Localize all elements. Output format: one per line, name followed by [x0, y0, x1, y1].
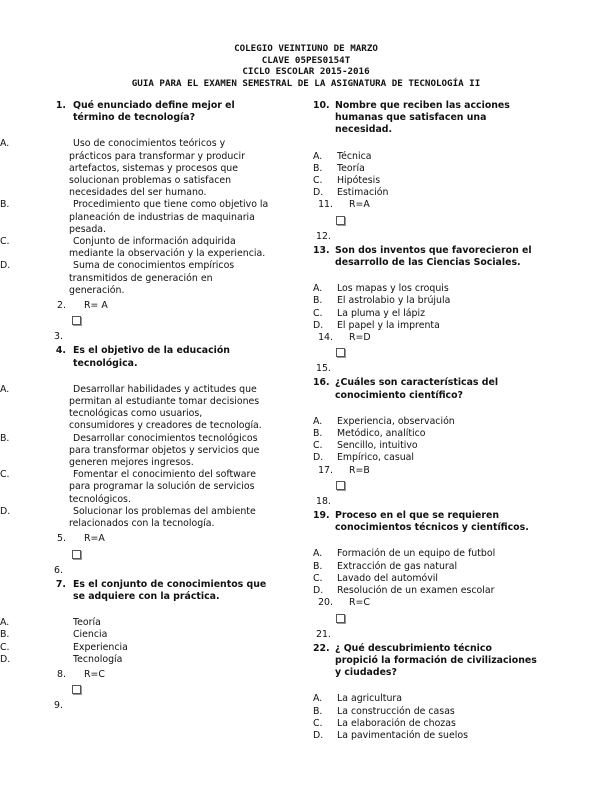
answer-checkbox[interactable] [72, 685, 81, 694]
option-d [0, 654, 270, 666]
option-b [0, 433, 270, 470]
option-text: Formación de un equipo de futbol [337, 548, 496, 560]
option-text: El astrolabio y la brújula [337, 295, 451, 307]
question-4 [48, 345, 270, 369]
question-16 [313, 377, 538, 401]
answer-number: 8. [57, 668, 66, 680]
option-text: La pluma y el lápiz [337, 307, 426, 319]
answer-checkbox[interactable] [336, 348, 345, 357]
answer-text: R=A [84, 533, 105, 545]
option-text: Teoría [337, 162, 365, 174]
item-number: 12. [316, 230, 331, 242]
answer-line [48, 669, 270, 681]
question-text: Son dos inventos que favorecieron el desarrollo de las Ciencias Sociales. [335, 244, 532, 269]
item-number: 15. [316, 363, 331, 375]
question-text: Es el objetivo de la educación tecnológica. [73, 345, 230, 369]
question-number: 10. [313, 100, 330, 111]
option-b [313, 295, 538, 307]
option-d [313, 730, 538, 742]
school-year: CICLO ESCOLAR 2015-2016 [242, 66, 370, 78]
question-1 [48, 100, 270, 124]
option-text: Hipótesis [337, 175, 381, 187]
answer-line [313, 597, 538, 609]
option-d [313, 187, 538, 199]
option-letter: B. [313, 560, 323, 572]
option-c [313, 308, 538, 320]
answer-text: R=B [349, 464, 370, 476]
option-a [313, 283, 538, 295]
option-text: La agricultura [337, 693, 403, 705]
option-text: Conjunto de información adquirida mediante la observación y la experiencia. [69, 236, 266, 260]
option-letter: B. [313, 428, 323, 440]
option-text: Empírico, casual [337, 452, 414, 464]
option-c [313, 175, 538, 187]
option-letter: C. [313, 307, 323, 319]
option-letter: B. [313, 295, 323, 307]
option-a [313, 416, 538, 428]
option-text: Desarrollar habilidades y actitudes que permitan al estudiante tomar decisiones tecnológicas como usuarios, consumidores y creadores de tecnología. [69, 383, 262, 432]
question-number: 4. [55, 345, 66, 357]
option-text: Experiencia [73, 641, 128, 653]
left-column [0, 100, 270, 714]
item-number: 9. [54, 700, 63, 712]
question-7 [48, 579, 270, 603]
option-b [313, 706, 538, 718]
question-number: 13. [313, 244, 330, 256]
option-letter: A. [0, 138, 10, 150]
option-text: Estimación [337, 187, 389, 199]
option-letter: A. [313, 693, 323, 705]
school-name: COLEGIO VEINTIUNO DE MARZO [234, 43, 378, 54]
answer-text: R=D [349, 332, 371, 344]
item-number: 3. [54, 331, 63, 343]
option-a [0, 138, 270, 199]
answer-checkbox[interactable] [336, 614, 345, 623]
option-b [0, 629, 270, 641]
answer-number: 14. [318, 332, 333, 344]
option-b [313, 163, 538, 175]
answer-number: 17. [318, 464, 333, 476]
option-text: Desarrollar conocimientos tecnológicos para transformar objetos y servicios que generen mejores ingresos. [69, 432, 260, 469]
option-letter: C. [313, 440, 323, 452]
answer-text: R=A [349, 199, 370, 211]
option-letter: C. [0, 236, 10, 248]
document-header [40, 43, 572, 89]
option-d [0, 506, 270, 530]
option-c [313, 718, 538, 730]
answer-checkbox[interactable] [72, 316, 81, 325]
option-text: Procedimiento que tiene como objetivo la planeación de industrias de maquinaria pesada. [69, 199, 269, 235]
answer-number: 11. [318, 199, 333, 211]
answer-text: R=C [84, 668, 105, 680]
option-a [0, 617, 270, 629]
option-text: Suma de conocimientos empíricos transmitidos de generación en generación. [69, 260, 235, 296]
answer-checkbox[interactable] [72, 550, 81, 559]
answer-number: 2. [57, 300, 66, 312]
option-letter: C. [313, 175, 323, 187]
option-letter: A. [313, 150, 323, 162]
option-d [0, 260, 270, 297]
option-letter: D. [313, 187, 324, 199]
option-letter: A. [0, 383, 10, 395]
question-text: ¿Cuáles son características del conocimiento científico? [335, 377, 499, 401]
school-code: CLAVE 05PES0154T [261, 54, 351, 66]
option-a [313, 151, 538, 163]
option-text: Fomentar el conocimiento del software para programar la solución de servicios tecnológicos. [69, 469, 256, 505]
answer-text: R=C [349, 597, 370, 609]
option-letter: C. [0, 641, 10, 653]
option-c [313, 440, 538, 452]
question-number: 22. [313, 642, 330, 654]
option-text: La construcción de casas [337, 705, 455, 717]
option-c [0, 469, 270, 506]
question-text: Proceso en el que se requieren conocimientos técnicos y científicos. [335, 510, 529, 534]
option-b [313, 428, 538, 440]
option-b [313, 561, 538, 573]
option-text: Sencillo, intuitivo [337, 440, 418, 452]
option-text: Metódico, analítico [337, 428, 426, 440]
answer-checkbox[interactable] [336, 481, 345, 490]
option-letter: D. [313, 585, 324, 597]
option-d [313, 585, 538, 597]
option-letter: B. [0, 629, 10, 641]
answer-number: 5. [57, 533, 66, 545]
option-text: La elaboración de chozas [337, 717, 456, 729]
option-letter: A. [313, 548, 323, 560]
question-number: 7. [55, 578, 66, 590]
option-letter: A. [313, 415, 323, 427]
option-letter: C. [313, 572, 323, 584]
guide-title: GUIA PARA EL EXAMEN SEMESTRAL DE LA ASIGNATURA DE TECNOLOGÍA II [131, 77, 481, 89]
option-text: Extracción de gas natural [337, 560, 458, 572]
option-letter: B. [0, 199, 10, 211]
option-letter: D. [313, 729, 324, 741]
question-text: Qué enunciado define mejor el término de tecnología? [73, 100, 235, 124]
option-d [313, 452, 538, 464]
option-letter: D. [0, 505, 11, 517]
question-13 [313, 245, 538, 269]
answer-line [48, 300, 270, 312]
item-number: 6. [54, 564, 63, 576]
item-number: 21. [316, 628, 331, 640]
option-text: El papel y la imprenta [337, 319, 440, 331]
question-text: ¿ Qué descubrimiento técnico propició la formación de civilizaciones y ciudades? [335, 642, 537, 679]
option-letter: B. [313, 705, 323, 717]
option-text: Solucionar los problemas del ambiente relacionados con la tecnología. [69, 505, 256, 530]
item-number: 18. [316, 495, 331, 507]
option-text: La pavimentación de suelos [337, 729, 468, 741]
option-text: Resolución de un examen escolar [337, 585, 495, 597]
answer-line [313, 199, 538, 211]
answer-line [48, 533, 270, 545]
option-c [0, 642, 270, 654]
option-d [313, 320, 538, 332]
question-number: 16. [313, 377, 330, 389]
option-text: Lavado del automóvil [337, 572, 438, 584]
question-number: 19. [313, 510, 330, 522]
option-a [313, 548, 538, 560]
option-a [0, 384, 270, 433]
option-letter: A. [0, 617, 10, 629]
option-c [0, 236, 270, 260]
option-letter: D. [313, 319, 324, 331]
option-text: Teoría [73, 617, 101, 629]
question-number: 1. [55, 100, 66, 111]
answer-text: R= A [84, 300, 108, 312]
option-letter: D. [313, 452, 324, 464]
option-text: Uso de conocimientos teóricos y prácticos para transformar y producir artefactos, sistemas y procesos que solucionan problemas o satisfacen necesidades del ser humano. [69, 138, 245, 199]
option-letter: D. [0, 260, 11, 272]
option-c [313, 573, 538, 585]
option-letter: B. [0, 432, 10, 444]
right-column [313, 100, 538, 742]
question-19 [313, 510, 538, 534]
answer-number: 20. [318, 597, 333, 609]
option-a [313, 693, 538, 705]
option-text: Técnica [337, 150, 372, 162]
option-letter: A. [313, 283, 323, 295]
option-text: Experiencia, observación [337, 415, 455, 427]
option-letter: C. [313, 717, 323, 729]
answer-line [313, 465, 538, 477]
question-text: Es el conjunto de conocimientos que se adquiere con la práctica. [73, 578, 267, 602]
option-letter: D. [0, 653, 11, 665]
question-10 [313, 100, 538, 137]
question-22 [313, 643, 538, 680]
option-b [0, 199, 270, 236]
answer-checkbox[interactable] [336, 216, 345, 225]
option-letter: C. [0, 469, 10, 481]
option-letter: B. [313, 162, 323, 174]
question-text: Nombre que reciben las acciones humanas que satisfacen una necesidad. [335, 100, 510, 136]
option-text: Ciencia [73, 629, 108, 641]
answer-line [313, 332, 538, 344]
option-text: Tecnología [73, 653, 123, 665]
option-text: Los mapas y los croquis [337, 283, 449, 295]
